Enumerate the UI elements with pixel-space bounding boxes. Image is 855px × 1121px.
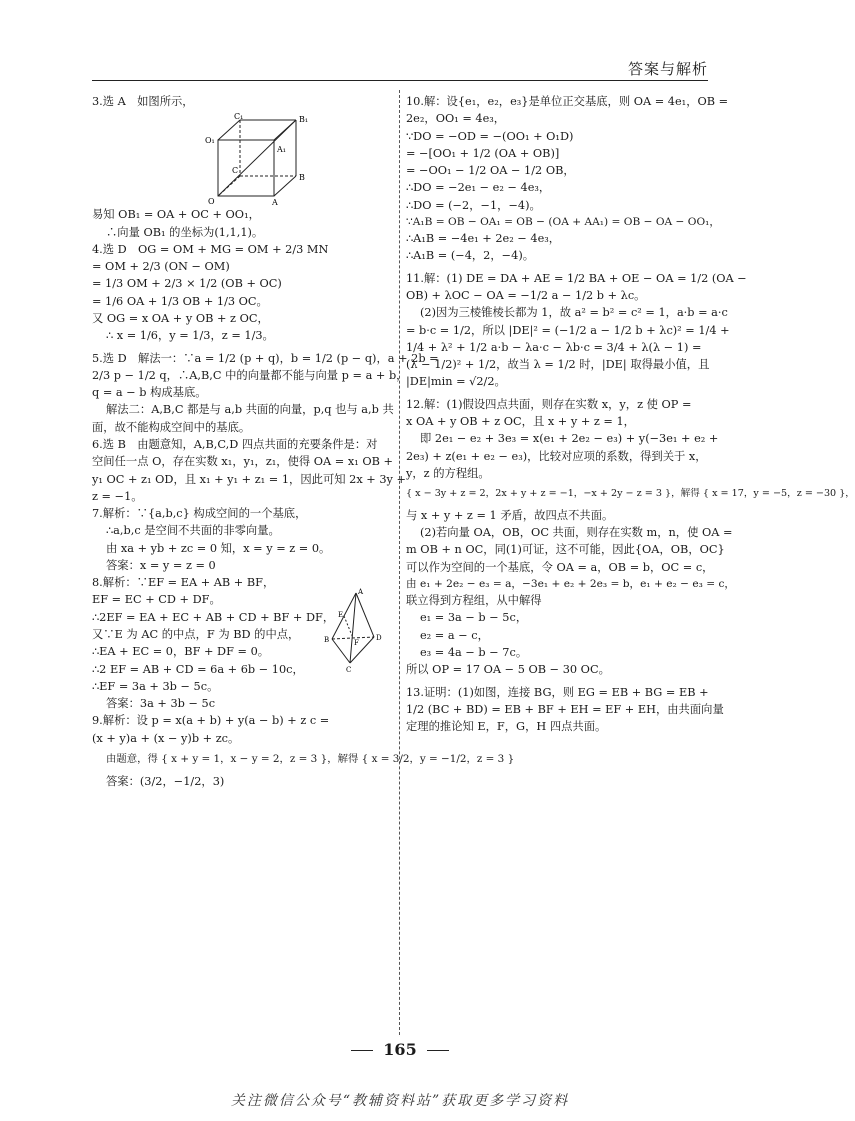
- text-line: 可以作为空间的一个基底，令 OA = a，OB = b，OC = c，: [406, 560, 714, 574]
- text-line: ∴2EF = EA + EC + AB + CD + BF + DF，: [92, 610, 335, 624]
- text-line: OB) + λOC − OA = −1/2 a − 1/2 b + λc。: [406, 289, 646, 303]
- text-line: ∵A₁B = OB − OA₁ = OB − (OA + AA₁) = OB − OA − OO₁，: [406, 215, 721, 228]
- text-line: (x + y)a + (x − y)b + zc。: [92, 731, 240, 745]
- text-line: 6.选 B 由题意知，A,B,C,D 四点共面的充要条件是：对: [92, 437, 378, 451]
- page-header-title: 答案与解析: [627, 60, 708, 78]
- text-line: e₁ = 3a − b − 5c，: [420, 611, 528, 625]
- text-line: z = −1。: [92, 489, 143, 503]
- tetra-label: B: [324, 636, 330, 645]
- cube-label: B: [299, 173, 305, 183]
- text-line: y₁ OC + z₁ OD，且 x₁ + y₁ + z₁ = 1，因此可知 2x + 3y +: [92, 472, 406, 486]
- text-line: 11.解：(1) DE = DA + AE = 1/2 BA + OE − OA = 1/2 (OA −: [406, 271, 747, 285]
- text-line: 与 x + y + z = 1 矛盾，故四点不共面。: [406, 508, 614, 522]
- text-line: 易知 OB₁ = OA + OC + OO₁，: [92, 208, 260, 222]
- text-line: 2/3 p − 1/2 q，∴A,B,C 中的向量都不能与向量 p = a + b，: [92, 368, 408, 382]
- header-rule: [92, 80, 708, 81]
- text-line: 5.选 D 解法一：∵a = 1/2 (p + q)，b = 1/2 (p − q)，a + 2b =: [92, 351, 439, 365]
- tetra-label: C: [346, 666, 352, 675]
- text-line: 1/4 + λ² + 1/2 a·b − λa·c − λb·c = 3/4 + λ(λ − 1) =: [406, 340, 702, 354]
- text-line: 9.解析：设 p = x(a + b) + y(a − b) + z c =: [92, 714, 330, 728]
- text-line: 10.解：设{e₁，e₂，e₃}是单位正交基底，则 OA = 4e₁，OB =: [406, 95, 729, 108]
- text-line: (2)若向量 OA，OB，OC 共面，则存在实数 m，n，使 OA =: [420, 526, 733, 540]
- text-line: (λ − 1/2)² + 1/2，故当 λ = 1/2 时，|DE| 取得最小值，且: [406, 358, 710, 372]
- tetra-label: D: [376, 634, 382, 643]
- text-line: 空间任一点 O，存在实数 x₁，y₁，z₁，使得 OA = x₁ OB +: [92, 455, 393, 469]
- tetra-label: E: [338, 611, 344, 620]
- page-number-dash: [351, 1050, 373, 1051]
- text-line: 由题意，得 { x + y = 1，x − y = 2，z = 3 }，解得 { x = 3/2，y = −1/2，z = 3 }: [106, 753, 515, 765]
- text-line: ∴2 EF = AB + CD = 6a + 6b − 10c，: [92, 662, 304, 676]
- text-line: x OA + y OB + z OC，且 x + y + z = 1，: [406, 414, 635, 428]
- text-line: m OB + n OC，同(1)可证，这不可能，因此{OA，OB，OC}: [406, 543, 725, 557]
- text-line: 4.选 D OG = OM + MG = OM + 2/3 MN: [92, 242, 329, 256]
- right-column: [406, 93, 855, 735]
- text-line: 答案：x = y = z = 0: [106, 558, 216, 572]
- text-line: ∴向量 OB₁ 的坐标为(1,1,1)。: [106, 225, 264, 239]
- text-line: 13.证明：(1)如图，连接 BG，则 EG = EB + BG = EB +: [406, 685, 709, 699]
- text-line: = 1/3 OM + 2/3 × 1/2 (OB + OC): [92, 277, 282, 291]
- cube-label: O₁: [205, 136, 215, 146]
- text-line: ∴DO = −2e₁ − e₂ − 4e₃，: [406, 181, 551, 195]
- text-line: (2)因为三棱锥棱长都为 1，故 a² = b² = c² = 1，a·b = a·c: [420, 306, 728, 320]
- text-line: 1/2 (BC + BD) = EB + BF + EH = EF + EH，由共面向量: [406, 702, 724, 716]
- text-line: 定理的推论知 E，F，G，H 四点共面。: [406, 720, 607, 734]
- text-line: ∴ x = 1/6，y = 1/3，z = 1/3。: [106, 329, 274, 343]
- text-line: 8.解析：∵EF = EA + AB + BF，: [92, 576, 275, 590]
- text-line: ∴A₁B = (−4，2，−4)。: [406, 249, 535, 263]
- tetrahedron-diagram: [324, 587, 384, 673]
- text-line: 又∵E 为 AC 的中点，F 为 BD 的中点，: [92, 628, 300, 642]
- cube-figure: [92, 110, 390, 206]
- text-line: 面，故不能构成空间中的基底。: [92, 420, 251, 434]
- text-line: y，z 的方程组。: [406, 466, 490, 480]
- text-line: = −OO₁ − 1/2 OA − 1/2 OB，: [406, 164, 575, 178]
- text-line: ∴EA + EC = 0，BF + DF = 0。: [92, 645, 270, 659]
- cube-label: A: [272, 198, 278, 208]
- text-line: e₂ = a − c，: [420, 628, 489, 642]
- cube-label: C₁: [234, 112, 244, 122]
- text-line: 即 2e₁ − e₂ + 3e₃ = x(e₁ + 2e₂ − e₃) + y(−3e₁ + e₂ +: [420, 432, 719, 446]
- text-line: e₃ = 4a − b − 7c。: [420, 645, 528, 659]
- text-line: 联立得到方程组，从中解得: [406, 594, 542, 608]
- text-line: 解法二：A,B,C 都是与 a,b 共面的向量，p,q 也与 a,b 共: [106, 403, 394, 417]
- cube-label: B₁: [299, 115, 309, 125]
- page-number-dash: [427, 1050, 449, 1051]
- text-line: 所以 OP = 17 OA − 5 OB − 30 OC。: [406, 663, 610, 677]
- text-line: = OM + 2/3 (ON − OM): [92, 260, 230, 274]
- text-line: 2e₂，OO₁ = 4e₃，: [406, 112, 506, 126]
- text-line: 12.解：(1)假设四点共面，则存在实数 x，y，z 使 OP =: [406, 397, 692, 411]
- text-line: 7.解析：∵{a,b,c} 构成空间的一个基底，: [92, 507, 307, 521]
- cube-label: C: [232, 166, 239, 176]
- text-line: 又 OG = x OA + y OB + z OC，: [92, 311, 269, 325]
- text-line: 由 e₁ + 2e₂ − e₃ = a，−3e₁ + e₂ + 2e₃ = b，e₁ + e₂ − e₃ = c，: [406, 577, 736, 590]
- cube-label: O: [208, 197, 215, 207]
- text-line: = b·c = 1/2，所以 |DE|² = (−1/2 a − 1/2 b + λc)² = 1/4 +: [406, 323, 730, 337]
- text-line: 3.选 A 如图所示，: [92, 95, 194, 108]
- cube-diagram: [92, 110, 392, 206]
- text-line: = 1/6 OA + 1/3 OB + 1/3 OC。: [92, 294, 268, 308]
- footer-note: 关注微信公众号“教辅资料站”获取更多学习资料: [230, 1093, 570, 1109]
- page-number-text: 165: [383, 1040, 417, 1059]
- text-line: 由 xa + yb + zc = 0 知，x = y = z = 0。: [106, 541, 331, 555]
- text-line: ∵DO = −OD = −(OO₁ + O₁D): [406, 129, 574, 143]
- text-line: ∴A₁B = −4e₁ + 2e₂ − 4e₃，: [406, 232, 561, 246]
- page-number: [0, 1040, 800, 1059]
- column-divider: [399, 90, 400, 1035]
- text-line: ∴a,b,c 是空间不共面的非零向量。: [106, 524, 280, 538]
- text-line: { x − 3y + z = 2，2x + y + z = −1，−x + 2y − z = 3 }，解得 { x = 17，y = −5，z = −30 }，: [406, 488, 855, 500]
- text-line: 答案：3a + 3b − 5c: [106, 697, 216, 711]
- text-line: q = a − b 构成基底。: [92, 386, 207, 400]
- tetra-label: A: [358, 588, 364, 597]
- text-line: 2e₃) + z(e₁ + e₂ − e₃)，比较对应项的系数，得到关于 x，: [406, 449, 707, 463]
- tetra-label: F: [354, 639, 359, 648]
- text-line: 答案：(3/2，−1/2，3): [106, 774, 225, 788]
- text-line: ∴DO = (−2，−1，−4)。: [406, 198, 541, 212]
- cube-label: A₁: [277, 145, 286, 155]
- text-line: |DE|min = √2/2。: [406, 375, 506, 389]
- text-line: = −[OO₁ + 1/2 (OA + OB)]: [406, 146, 560, 160]
- text-line: ∴EF = 3a + 3b − 5c。: [92, 679, 219, 693]
- text-line: EF = EC + CD + DF。: [92, 593, 221, 607]
